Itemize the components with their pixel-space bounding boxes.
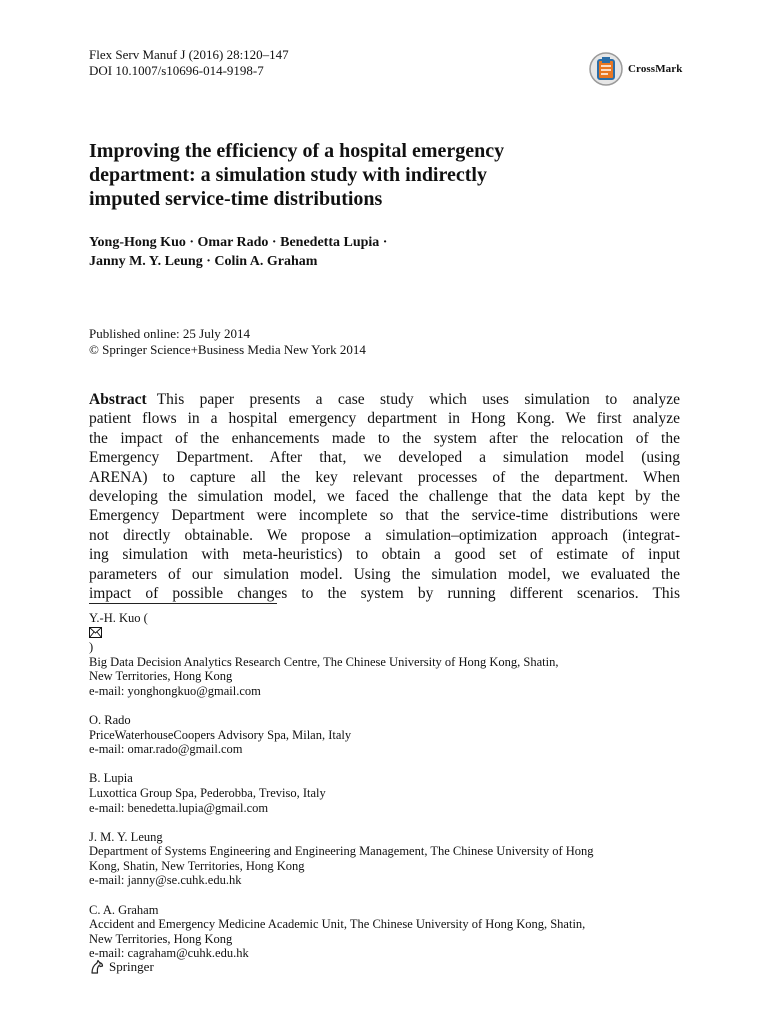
publication-info	[89, 326, 366, 358]
abstract-label: Abstract	[89, 391, 147, 408]
crossmark-badge[interactable]	[588, 51, 682, 87]
affiliation-address: Accident and Emergency Medicine Academic Unit, The Chinese University of Hong Kong, Shatin,	[89, 917, 586, 932]
abstract-line: patient flows in a hospital emergency department in Hong Kong. We first analyze	[89, 410, 680, 428]
author-line: Janny M. Y. Leung · Colin A. Graham	[89, 254, 318, 269]
publisher-footer	[89, 959, 154, 975]
footnote-divider	[89, 603, 277, 604]
affiliation-address: Department of Systems Engineering and Engineering Management, The Chinese University of Hong	[89, 844, 594, 859]
abstract-line: not directly obtainable. We propose a simulation–optimization approach (integrat-	[89, 526, 680, 544]
affiliation-name: C. A. Graham	[89, 902, 159, 917]
author-line: Yong-Hong Kuo · Omar Rado · Benedetta Lupia ·	[89, 235, 388, 250]
abstract-line	[89, 390, 680, 409]
affiliation-address: New Territories, Hong Kong	[89, 669, 233, 684]
affiliation-list	[89, 611, 689, 975]
affiliation-name: Y.-H. Kuo ( )	[89, 611, 148, 655]
abstract	[89, 390, 680, 603]
affiliation-graham	[89, 903, 689, 961]
publisher-name: Springer	[109, 959, 154, 974]
title-line: imputed service-time distributions	[89, 188, 383, 210]
mail-icon[interactable]	[89, 627, 102, 638]
author-list	[89, 233, 387, 271]
affiliation-rado	[89, 713, 689, 757]
affiliation-address: Kong, Shatin, New Territories, Hong Kong	[89, 858, 305, 873]
crossmark-icon	[588, 51, 624, 87]
abstract-line: Emergency Department. After that, we developed a simulation model (using	[89, 449, 680, 467]
abstract-line: parameters of our simulation model. Using the simulation model, we evaluated the	[89, 565, 680, 583]
affiliation-name: O. Rado	[89, 713, 131, 728]
affiliation-leung	[89, 830, 689, 888]
abstract-line: the impact of the enhancements made to the system after the relocation of the	[89, 429, 680, 447]
affiliation-email[interactable]: e-mail: janny@se.cuhk.edu.hk	[89, 873, 242, 888]
affiliation-name: B. Lupia	[89, 771, 133, 786]
journal-citation: Flex Serv Manuf J (2016) 28:120–147	[89, 47, 289, 62]
title-line: Improving the efficiency of a hospital emergency	[89, 140, 505, 162]
springer-horse-icon	[89, 959, 105, 975]
affiliation-address: PriceWaterhouseCoopers Advisory Spa, Milan, Italy	[89, 727, 352, 742]
copyright-notice: © Springer Science+Business Media New York 2014	[89, 342, 366, 357]
paper-title	[89, 139, 649, 211]
abstract-line: impact of possible changes to the system by running different scenarios. This	[89, 585, 680, 603]
affiliation-email[interactable]: e-mail: yonghongkuo@gmail.com	[89, 683, 261, 698]
affiliation-name: J. M. Y. Leung	[89, 829, 163, 844]
published-date: Published online: 25 July 2014	[89, 326, 251, 341]
journal-doi[interactable]: DOI 10.1007/s10696-014-9198-7	[89, 63, 264, 78]
affiliation-email[interactable]: e-mail: benedetta.lupia@gmail.com	[89, 800, 269, 815]
affiliation-lupia	[89, 771, 689, 815]
title-line: department: a simulation study with indirectly	[89, 164, 487, 186]
affiliation-address: Big Data Decision Analytics Research Centre, The Chinese University of Hong Kong, Shatin,	[89, 654, 559, 669]
affiliation-email[interactable]: e-mail: omar.rado@gmail.com	[89, 742, 243, 757]
affiliation-address: Luxottica Group Spa, Pederobba, Treviso, Italy	[89, 785, 326, 800]
abstract-line: developing the simulation model, we faced the challenge that the data kept by the	[89, 488, 680, 506]
affiliation-email[interactable]: e-mail: cagraham@cuhk.edu.hk	[89, 946, 249, 961]
abstract-line: ARENA) to capture all the key relevant processes of the department. When	[89, 468, 680, 486]
abstract-line: Emergency Department were incomplete so that the service-time distributions were	[89, 507, 680, 525]
journal-header	[89, 47, 289, 79]
affiliation-address: New Territories, Hong Kong	[89, 931, 233, 946]
crossmark-label: CrossMark	[628, 63, 683, 75]
abstract-line: ing simulation with meta-heuristics) to obtain a good set of estimate of input	[89, 546, 680, 564]
affiliation-kuo	[89, 611, 689, 699]
abstract-first-line: This paper presents a case study which uses simulation to analyze	[156, 391, 680, 408]
